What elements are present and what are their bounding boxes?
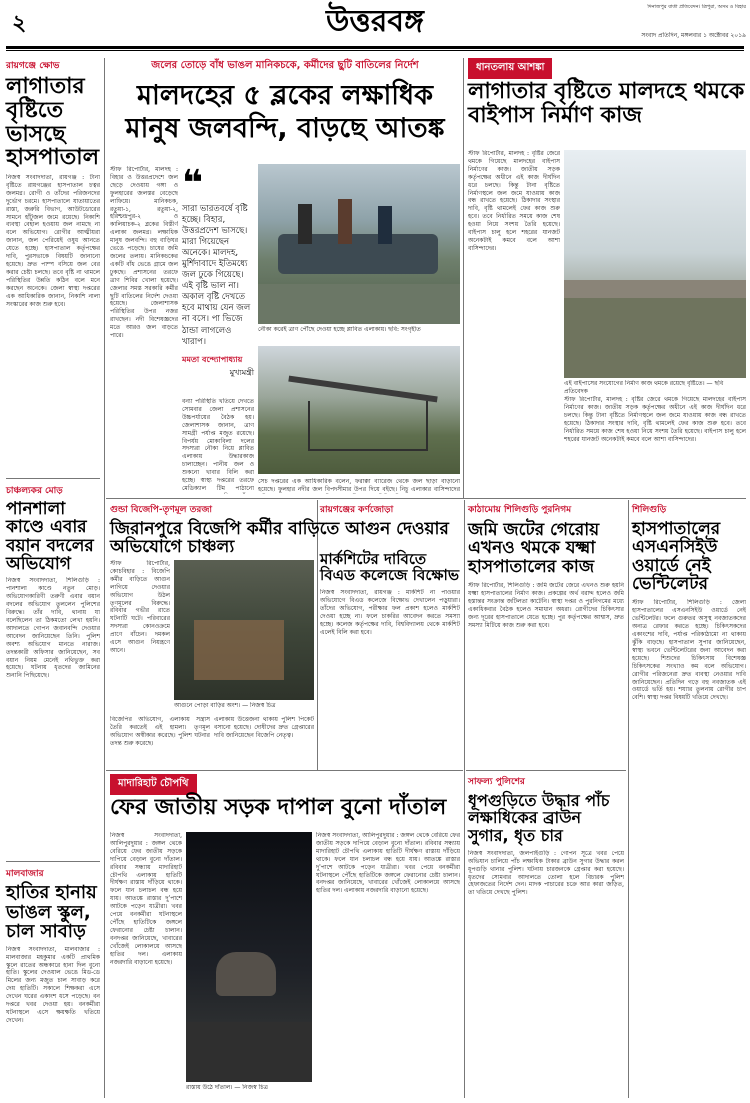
fire-body: বিজেপির অভিযোগ, এলাকায় সন্ত্রাস তৈরি করতেই এই হামলা। তৃণমূল অভিযোগ অস্বীকার করেছে। পুলিশ ঘটনার তদন্ত শুরু করেছে। [110, 716, 210, 747]
elephant-story [110, 774, 460, 1096]
lead-photo1-caption: নৌকা করেই ত্রাণ পৌঁছে দেওয়া হচ্ছে প্লাবিত এলাকায়। ছবি: সংগৃহীত [258, 326, 421, 333]
story-body: নিজস্ব সংবাদদাতা, শিলিগুড়ি : পানশালা কাণ্ডে নতুন মোড়। অভিযোগকারিণী তরুণী এবার বয়ান বদলের অভিযোগ তুললেন পুলিশের বিরুদ্ধে। তাঁর দাবি, থানায় যা বলেছিলেন তা ঠিকমতো লেখা হয়নি। আদালতে গোপন জবানবন্দি দেওয়ার আবেদন জানিয়েছেন তিনি। পুলিশ অবশ্য অভিযোগ মানতে নারাজ। তদন্তকারী অফিসার জানিয়েছেন, সব বয়ান নিয়ম মেনেই নথিভুক্ত করা হয়েছে। ঘটনায় ধৃতদের জামিনের শুনানি পিছিয়েছে। [6, 577, 100, 680]
elephant-body: নিজস্ব সংবাদদাতা, আলিপুরদুয়ার : জঙ্গল থেকে বেরিয়ে ফের জাতীয় সড়কে দাপিয়ে বেড়াল বুনো দাঁতাল। রবিবার সন্ধ্যায় মাদারিহাট চৌপথি এলাকায় হাতিটি দীর্ঘক্ষণ রাস্তায় দাঁড়িয়ে থাকে। ফলে যান চলাচল বন্ধ হয়ে যায়। আতঙ্কে রাস্তার দু'পাশে আটকে পড়েন যাত্রীরা। খবর পেয়ে বনকর্মীরা ঘটনাস্থলে পৌঁছে হাতিটিকে জঙ্গলে ফেরানোর চেষ্টা চালান। বনদপ্তর জানিয়েছে, খাবারের খোঁজেই লোকালয়ে আসছে হাতির দল। এলাকায় নজরদারি বাড়ানো হয়েছে। [110, 832, 182, 966]
quote-attribution: মমতা বন্দ্যোপাধ্যায় [182, 354, 243, 364]
bypass-headline: লাগাতার বৃষ্টিতে মালদহে থমকে বাইপাস নির্মাণ কাজ [468, 79, 745, 128]
column-rule [463, 58, 464, 498]
sncu-headline: হাসপাতালের এসএনসিইউ ওয়ার্ডে নেই ভেন্টিলেটর [632, 519, 721, 595]
column-rule [104, 58, 105, 1098]
column-rule [464, 500, 465, 1098]
left-column [6, 58, 100, 1098]
elephant-headline: ফের জাতীয় সড়ক দাপাল বুনো দাঁতাল [110, 795, 447, 820]
story-headline: হাতির হানায় ভাঙল স্কুল, চাল সাবাড় [6, 882, 97, 943]
lead-headline-line2: মানুষ জলবন্দি, বাড়ছে আতঙ্ক [125, 113, 445, 145]
college-body: নিজস্ব সংবাদদাতা, রায়গঞ্জ : মার্কশিট না পাওয়ার অভিযোগে বিএড কলেজে বিক্ষোভ দেখালেন পড়ুয়ারা। তাঁদের অভিযোগ, পরীক্ষার ফল প্রকাশ হলেও মার্কশিট দেওয়া হচ্ছে না। ফলে চাকরির আবেদন করতে সমস্যা হচ্ছে। কলেজ কর্তৃপক্ষের দাবি, বিশ্ববিদ্যালয় থেকে মার্কশিট এলেই বিলি করা হবে। [320, 589, 460, 636]
section-title: উত্তরবঙ্গ [326, 4, 424, 39]
fire-kicker: গুন্ডা বিজেপি-তৃণমূল তরজা [110, 505, 212, 515]
sncu-body: স্টাফ রিপোর্টার, শিলিগুড়ি : জেলা হাসপাতালের এসএনসিইউ ওয়ার্ডে নেই ভেন্টিলেটর। ফলে গুরুতর অসুস্থ নবজাতকদের অন্যত্র রেফার করতে হচ্ছে। চিকিৎসকদের একাংশের দাবি, পর্যাপ্ত পরিকাঠামো না থাকায় ঝুঁকি বাড়ছে। হাসপাতাল সুপার জানিয়েছেন, স্বাস্থ্য ভবনে ভেন্টিলেটরের জন্য আবেদন করা হয়েছে। শিশুদের চিকিৎসায় বিশেষজ্ঞ চিকিৎসকের সংখ্যাও কম বলে অভিযোগ। রোগীর পরিজনেরা দ্রুত ব্যবস্থা নেওয়ার দাবি জানিয়েছেন। প্রতিদিন গড়ে বহু নবজাতক এই ওয়ার্ডে ভর্তি হয়। শয্যার তুলনায় রোগীর চাপ বেশি। স্বাস্থ্য দপ্তর বিষয়টি খতিয়ে দেখছে। [632, 599, 746, 702]
bypass-body-continued: স্টাফ রিপোর্টার, মালদহ : বৃষ্টির জেরে থমকে গিয়েছে মালদহের বাইপাস নির্মাণের কাজ। জাতীয় সড়ক কর্তৃপক্ষের অধীনে এই কাজ দীর্ঘদিন ধরে চলছে। কিন্তু টানা বৃষ্টিতে নির্মাণস্থলে জল জমে যাওয়ায় কাজ বন্ধ রাখতে হয়েছে। ঠিকাদার সংস্থার দাবি, বৃষ্টি থামলেই ফের কাজ শুরু হবে। তবে নির্ধারিত সময়ে কাজ শেষ হওয়া নিয়ে সংশয় তৈরি হয়েছে। বাইপাস চালু হলে শহরের যানজট অনেকটাই কমবে বলে আশা বাসিন্দাদের। [564, 396, 746, 443]
fire-photo-caption: আগুনে পোড়া বাড়ির অংশ। — নিজস্ব চিত্র [174, 702, 276, 709]
tb-kicker: কাঠামোয় শিলিগুড়ি পুরনিগম [468, 505, 572, 515]
elephant-kicker: মাদারিহাট চৌপথি [110, 774, 197, 795]
lead-kicker: জলের তোড়ে বাঁধ ভাঙল মানিকচকে, কর্মীদের ছুটি বাতিলের নির্দেশ [151, 60, 419, 71]
row-rule [106, 498, 746, 499]
sncu-story [632, 502, 746, 1096]
quote-box [182, 163, 254, 394]
lead-body: সেচ দপ্তরের এক আধিকারিক বলেন, ফরাক্কা ব্যারেজ থেকে জল ছাড়া বাড়ানো হয়েছে। ফুলহার নদীর জল বিপদসীমার উপর দিয়ে বইছে। নিচু এলাকার বাসিন্দাদের [258, 478, 460, 493]
fire-photo [174, 560, 314, 700]
story-headline: লাগাতার বৃষ্টিতে ভাসছে হাসপাতাল [6, 74, 100, 171]
quote-role: মুখ্যমন্ত্রী [229, 367, 254, 377]
fire-headline: জিরানপুরে বিজেপি কর্মীর বাড়িতে আগুন দেওয়ার অভিযোগে চাঞ্চল্য [110, 519, 449, 558]
masthead-rule-thin [6, 50, 744, 51]
college-kicker: রায়গঞ্জের কর্ণজোড়া [320, 505, 394, 515]
column-rule [628, 500, 629, 1098]
bypass-body: স্টাফ রিপোর্টার, মালদহ : বৃষ্টির জেরে থমকে গিয়েছে মালদহের বাইপাস নির্মাণের কাজ। জাতীয় সড়ক কর্তৃপক্ষের অধীনে এই কাজ দীর্ঘদিন ধরে চলছে। কিন্তু টানা বৃষ্টিতে নির্মাণস্থলে জল জমে যাওয়ায় কাজ বন্ধ রাখতে হয়েছে। ঠিকাদার সংস্থার দাবি, বৃষ্টি থামলেই ফের কাজ শুরু হবে। তবে নির্ধারিত সময়ে কাজ শেষ হওয়া নিয়ে সংশয় তৈরি হয়েছে। বাইপাস চালু হলে শহরের যানজট অনেকটাই কমবে বলে আশা বাসিন্দাদের। [468, 150, 560, 252]
story-kicker: চাঞ্চল্যকর মোড় [6, 486, 63, 496]
bypass-kicker: ধানতলায় আশঙ্কা [468, 58, 552, 79]
story-body: নিজস্ব সংবাদদাতা, রায়গঞ্জ : টানা বৃষ্টিতে রায়গঞ্জের হাসপাতাল চত্বর জলমগ্ন। রোগী ও তাঁদের পরিজনদের দুর্ভোগ চরমে। হাসপাতালে যাতায়াতের রাস্তা, জরুরি বিভাগ, আউটডোরের সামনে হাঁটুজল জমে রয়েছে। নিকাশি ব্যবস্থা বেহাল হওয়ায় জল নামছে না বলে অভিযোগ। রোগীর আত্মীয়রা জানান, জল পেরিয়েই ওষুধ আনতে যেতে হচ্ছে। হাসপাতাল কর্তৃপক্ষের দাবি, পুরসভাকে বিষয়টি জানানো হয়েছে। দ্রুত পাম্প বসিয়ে জল বের করার চেষ্টা চলছে। তবে বৃষ্টি না থামলে পরিস্থিতির উন্নতি কঠিন বলে মনে করছেন অনেকে। জেলা স্বাস্থ্য দপ্তরের এক আধিকারিক জানান, নিকাশি নালা সংস্কারের কাজ শুরু হবে। [6, 174, 100, 308]
masthead [0, 0, 750, 52]
edition-date: সংবাদ প্রতিদিন, মঙ্গলবার ১ অক্টোবর ২০১৯ [641, 32, 746, 39]
lead-story [110, 58, 460, 494]
bypass-story [468, 58, 746, 494]
brown-sugar-kicker: সাফল্য পুলিশের [468, 777, 525, 787]
elephant-photo-caption: রাস্তায় উঠে দাঁতাল। — নিজস্ব চিত্র [186, 1084, 268, 1091]
brown-sugar-body: নিজস্ব সংবাদদাতা, জলপাইগুড়ি : গোপন সূত্রে খবর পেয়ে অভিযান চালিয়ে পাঁচ লক্ষাধিক টাকার ব্রাউন সুগার উদ্ধার করল ধূপগুড়ি থানার পুলিশ। ঘটনায় চারজনকে গ্রেপ্তার করা হয়েছে। ধৃতদের সোমবার আদালতে তোলা হলে বিচারক পুলিশ হেফাজতের নির্দেশ দেন। মাদক পাচারের চক্রে আর কারা জড়িত, তা খতিয়ে দেখছে পুলিশ। [468, 849, 624, 897]
sncu-kicker: শিলিগুড়ি [632, 505, 667, 515]
bypass-photo [564, 150, 746, 378]
elephant-photo [186, 832, 312, 1082]
row-rule [106, 770, 463, 771]
tb-body: স্টাফ রিপোর্টার, শিলিগুড়ি : জমি জটের জেরে এখনও শুরু হয়নি যক্ষ্মা হাসপাতালের নির্মাণ কাজ। প্রকল্পের অর্থ বরাদ্দ হলেও জমি হস্তান্তর সংক্রান্ত জটিলতা কাটেনি। স্বাস্থ্য দপ্তর ও পুরনিগমের মধ্যে একাধিকবার বৈঠক হলেও সমাধান অধরা। রোগীদের চিকিৎসার জন্য দূরের হাসপাতালে যেতে হচ্ছে। পুর কর্তৃপক্ষের আশ্বাস, দ্রুত সমস্যা মিটিয়ে কাজ শুরু করা হবে। [468, 582, 624, 629]
row-rule [466, 770, 626, 771]
fire-body: এলাকায় উত্তেজনা থাকায় পুলিশ পিকেট বসানো হয়েছে। দোষীদের দ্রুত গ্রেপ্তারের দাবি জানিয়েছেন বিজেপি নেতৃত্ব। [214, 716, 314, 739]
story-kicker: মালবাজার [6, 869, 44, 880]
tb-story [468, 502, 624, 768]
tb-headline: জমি জটের গেরোয় এখনও থমকে যক্ষ্মা হাসপাতালের কাজ [468, 520, 600, 577]
masthead-right-top: দিনাজপুর বার্তা প্রতিবেদন। ত্রিপুরা, অসম ও বিহার [647, 4, 746, 10]
story-body: নিজস্ব সংবাদদাতা, মালবাজার : মালবাজার মহকুমার একটি প্রাথমিক স্কুলে রাতের অন্ধকারে হানা দিল বুনো হাতি। স্কুলের দেওয়াল ভেঙে মিড-ডে মিলের জন্য মজুত চাল সাবাড় করে দেয় হাতিটি। সকালে শিক্ষকরা এসে দেখেন ঘরের একাংশ ধসে পড়েছে। বন দপ্তরে খবর দেওয়া হয়। বনকর্মীরা ঘটনাস্থলে এসে ক্ষয়ক্ষতি খতিয়ে দেখেন। [6, 945, 100, 1024]
college-headline: মার্কশিটের দাবিতে বিএড কলেজে বিক্ষোভ [320, 550, 460, 585]
brown-sugar-story [468, 774, 624, 1096]
lead-body: স্টাফ রিপোর্টার, মালদহ : বিহার ও উত্তরপ্রদেশে জল ছেড়ে দেওয়ায় গঙ্গা ও ফুলহারের জলস্তর বেড়েছে লাফিয়ে। মানিকচক, রতুয়া-১, রতুয়া-২, হরিশ্চন্দ্রপুর-২ ও কালিয়াচক-২ ব্লকের বিস্তীর্ণ এলাকা জলমগ্ন। লক্ষাধিক মানুষ জলবন্দি। বহু বাড়িঘর ভেঙে পড়েছে। চাষের জমি জলের তলায়। মানিকচকের একটি বাঁধ ভেঙে গ্রামে জল ঢুকছে। প্রশাসনের তরফে ত্রাণ শিবির খোলা হয়েছে। জেলার সমস্ত সরকারি কর্মীর ছুটি বাতিলের নির্দেশ দেওয়া হয়েছে। জেলাশাসক পরিস্থিতির উপর নজর রাখছেন। নদী বিশেষজ্ঞদের মতে আরও জল বাড়তে পারে। [110, 166, 178, 340]
masthead-rule [6, 46, 744, 49]
college-story [320, 502, 460, 768]
story-headline: পানশালা কাণ্ডে এবার বয়ান বদলের অভিযোগ [6, 499, 94, 575]
lead-body: বন্যা পরিস্থিতি খতিয়ে দেখতে সোমবার জেলা প্রশাসনের উচ্চপর্যায়ের বৈঠক হয়। জেলাশাসক জানান, ত্রাণ সামগ্রী পর্যাপ্ত মজুত রয়েছে। বিপর্যয় মোকাবিলা দলের সদস্যরা নৌকা নিয়ে প্লাবিত এলাকায় উদ্ধারকাজ চালাচ্ছেন। পানীয় জল ও শুকনো খাবার বিলি করা হচ্ছে। স্বাস্থ্য দপ্তরের তরফে মেডিক্যাল টিম পাঠানো [182, 398, 254, 492]
lead-headline-line1: মালদহের ৫ ব্লকের লক্ষাধিক [136, 80, 434, 111]
bypass-photo-caption: এই বাইপাসের সংযোগের নির্মাণ কাজ থমকে রয়েছে বৃষ্টিতে। — ছবি প্রতিবেদক [564, 380, 724, 394]
story-kicker: রায়গঞ্জে ক্ষোভ [6, 61, 60, 71]
lead-quote: সারা ভারতবর্ষে বৃষ্টি হচ্ছে। বিহার, উত্তরপ্রদেশ ভাসছে। মারা গিয়েছেন অনেকে। মালদহ, মুর্শিদাবাদে ইতিমধ্যে জল ঢুকে গিয়েছে। এই বৃষ্টি ভাল না। অকাল বৃষ্টি দেখতে হবে মাথায় যেন জল না বসে। পা ভিজে ঠান্ডা লাগলেও খারাপ। [182, 204, 251, 347]
lead-photo-boat [258, 164, 460, 324]
page-number: ২ [12, 11, 27, 36]
fire-body: স্টাফ রিপোর্টার, কোচবিহার : বিজেপি কর্মীর বাড়িতে আগুন লাগিয়ে দেওয়ার অভিযোগ উঠল তৃণমূলের বিরুদ্ধে। রবিবার গভীর রাতে ঘটনাটি ঘটে। পরিবারের সদস্যরা কোনওক্রমে প্রাণে বাঁচেন। দমকল এসে আগুন নিয়ন্ত্রণে আনে। [110, 560, 170, 654]
brown-sugar-headline: ধূপগুড়িতে উদ্ধার পাঁচ লক্ষাধিকের ব্রাউন সুগার, ধৃত চার [468, 791, 610, 845]
quote-mark-icon: ❝ [182, 163, 204, 204]
elephant-body-continued: নিজস্ব সংবাদদাতা, আলিপুরদুয়ার : জঙ্গল থেকে বেরিয়ে ফের জাতীয় সড়কে দাপিয়ে বেড়াল বুনো দাঁতাল। রবিবার সন্ধ্যায় মাদারিহাট চৌপথি এলাকায় হাতিটি দীর্ঘক্ষণ রাস্তায় দাঁড়িয়ে থাকে। ফলে যান চলাচল বন্ধ হয়ে যায়। আতঙ্কে রাস্তার দু'পাশে আটকে পড়েন যাত্রীরা। খবর পেয়ে বনকর্মীরা ঘটনাস্থলে পৌঁছে হাতিটিকে জঙ্গলে ফেরানোর চেষ্টা চালান। বনদপ্তর জানিয়েছে, খাবারের খোঁজেই লোকালয়ে আসছে হাতির দল। এলাকায় নজরদারি বাড়ানো হয়েছে। [316, 832, 460, 895]
lead-photo-embankment [258, 346, 460, 474]
